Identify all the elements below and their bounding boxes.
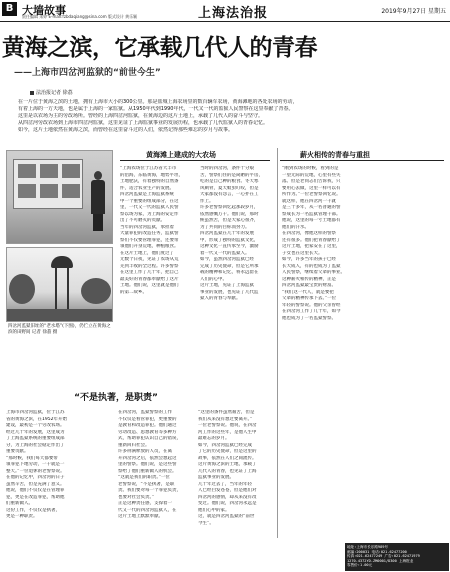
footer-info: 地址:上海市长乐路989号 邮编:200031 电话:021-62477200 传真:021-62477249 广告:021-62471979 1270-4372YD-ZM0001/D300 上海报业 零售价:1.00元 bbox=[345, 543, 449, 571]
quote-heading: “不是执著，是职责” bbox=[74, 393, 158, 403]
page-number: B bbox=[2, 2, 17, 16]
section-head-farm: 黄海滩上建成的大农场 bbox=[146, 151, 216, 159]
column-e: 在四岔河，监狱警察的工作 不仅仅是看管罪犯，更重要的 是教育和改造罪犯。他们通过 劳动改造、思想教育等多种方 式，帮助罪犯认识自己的错误， 重新回归社会。 许多刑满释放的人员，在离 开四岔河之后，依然会想起这 里的警察。他们说，是这些警 察给了他们重新做人的机会。 “这就是我们的职责。”一位 老警察说，“不是执著，是职 责。我们要对每一个罪犯负责， 也要对社会负责。” 正是这种责任感，支撑着一 代又一代的四岔河监狱人，在 这片土地上默默奉献。 bbox=[118, 410, 181, 519]
subhead: ——上海市四岔河监狱的“前世今生” bbox=[14, 68, 161, 78]
lead-line: 从四岔河劳改农场到上海市四岔河监狱，这里见证了上海监狱事业的发展历程，也承载了几代监狱人的青春记忆。 bbox=[18, 120, 269, 126]
column-b: 当时的四岔河，条件十分艰 苦，警察们住的是简陋的平房， 吃的是自己种的粮食。冬天寒 风刺骨，夏天蚊虫叮咬，但是 大家都没有怨言，一心扑在工 作上。 许多老警察回忆起那段岁月， 依然感慨万千。他们说，那时 候虽然苦，但是大家心很齐， 为了共同的目标而努力。 四岔河监狱在几十年的发展 中，形成了独特的监狱文化， 这种文化一直传承至今，激励 着一代又一代的监狱人。 如今，虽然四岔河监狱已经 完成了历史使命，但是它所承 载的精神和记忆，将永远留在 人们的心中。 这片土地，见证了上海监狱 事业的发展，也见证了几代监 狱人的青春与奉献。 bbox=[200, 166, 263, 301]
column-a: “上海农场位于江苏省大丰市 的沿海，东临黄海，地势平坦， 土地肥沃，有着独特的自然条 件，适合农业生产的发展。 四岔河监狱是上海监狱系统 中一个重要的组成部分，在这 里，一代又一代的监狱人民警 察以场为家，为上海的安定作 出了不可磨灭的贡献。 当年的四岔河监狱，承担着 大量罪犯的改造任务，监狱警 察们不仅要管理罪犯，还要带 领他们开垦荒地，种植粮食。 在这片土地上，他们度过了 无数个日夜，见证了农场从荒 芜到丰收的全过程。许多警察 在这里工作了几十年，把自己 最美好的青春都奉献给了这片 土地。他们说，这里就是他们 的第二故乡。 bbox=[120, 166, 183, 295]
column-f: “这里的条件虽然艰苦，但是 我们从来没有想过要离开。” 一位老警察说。他说，在四岔 河工作的这些年，是他人生中 最难忘的岁月。 如今，四岔河监狱已经完成 了它的历史使命，但是这里的 故事，依然在人们之间流传。 这片黄海之滨的土地，承载了 几代人的青春，也见证了上海 监狱事业的发展。 几十年过去了，当年的年轻 人已经白发苍苍，但是他们对 四岔河的感情，却从来没有改 变过。他们说，四岔河永远是 他们心中的家。 这，就是四岔河监狱的“前世 今生”。 bbox=[198, 410, 257, 526]
headline: 黄海之滨，它承载几代人的青春 bbox=[2, 35, 317, 61]
lead-line: 这里是以农场为主的劳改场所。曾经的上海四岔河监狱，在黄海边的这片土地上，承载了几代人的奋斗与坚守。 bbox=[18, 113, 264, 119]
exhibit-board bbox=[13, 159, 83, 209]
section-name: 大墙故事 bbox=[22, 4, 66, 17]
issue-date: 2019年9月27日 星期五 bbox=[381, 8, 446, 15]
lead-line: 在一片位于黄海之滨的土地，拥有上海市大小的300公里。那是盐城上海农场里的数百辆车农场，黄海滩地的各处农场的劳动， bbox=[18, 99, 298, 105]
paper-name: 上海法治报 bbox=[198, 6, 269, 21]
section-head-youth: 薪火相传的青春与重担 bbox=[300, 151, 370, 159]
masthead bbox=[0, 0, 450, 22]
lead-paragraph bbox=[8, 99, 443, 134]
officer-figure bbox=[91, 171, 105, 231]
photo-prison-exhibit bbox=[6, 150, 113, 244]
column-d: 上海市四岔河监狱，位于江苏 省的黄海之滨，在1952年开始 建设，最初是一个劳改农场。 经过几十年的发展，这里成为 了上海监狱系统的重要组成部 分，为上海的社会稳定作出了 重要贡献。 “那时候，我们每天都要带 领罪犯下地劳动，一干就是一 整天。”一位退休的老警察说。 在他的记忆中，四岔河的日子 虽然辛苦，但是充满了意义。 他说，他们不仅仅是在管理罪 犯，更是在改造罪犯，帮助他 们重新做人。 这份工作，不仅仅是执著， 更是一种职责。 bbox=[6, 410, 67, 519]
section-rule bbox=[280, 160, 444, 161]
lead-line: 如今，这片土地依然在黄海之滨，而曾经在这里奋斗过的人们，依然记得那些难忘的岁月与故事。 bbox=[18, 127, 234, 133]
column-divider bbox=[277, 148, 278, 538]
lead-line: 有着上海的一方天地，也是属于上海的一家监狱。从1950年代到1990年代，一代又一代的监狱人民警察在这里奉献了青春。 bbox=[18, 106, 294, 112]
photo-water-tower bbox=[6, 247, 113, 322]
water-tower-icon bbox=[51, 256, 73, 268]
quote-box bbox=[6, 390, 226, 403]
column-c: “刚到农场的时候，看到的是 一望无际的荒地，心里有些失 落。但是老同志们告诉我，只 要用心去做，这里一样可以有 所作为。”一位老警察回忆说。 就这样，他在四岔河一干就 是三十多年，从一名普通的警 察成长为一名监狱管理干部。 他说，这里的每一寸土地都有 他们的汗水。 在四岔河，像他这样的警察 还有很多。他们把青春献给了 这片土地，把家安在了这里， 子女也在这里长大。 如今，许多当年的孩子已经 长大成人，有的也成为了监狱 人民警察，继续着父辈的事业。 这种薪火相传的精神，正是 四岔河监狱最宝贵的财富。 “我们这一代人，就是要把 父辈的精神传承下去。”一位 年轻的警察说。他的父亲曾经 在四岔河工作了几十年，如今 他也成为了一名监狱警察。 bbox=[282, 166, 345, 321]
byline: 法治报记者 徐荔 bbox=[30, 89, 73, 96]
section-rule bbox=[120, 160, 270, 161]
square-icon bbox=[30, 91, 34, 95]
editor-line: 责任编辑 朱婷 E-mail:fzbdaqiang@sina.com 版式设计 黄乐颖 bbox=[22, 14, 138, 19]
photo-caption: 四岔河监狱旧址的“老水塔”(下图)，仍伫立在黄海之滨的田野间 记者 徐荔 摄 bbox=[8, 324, 111, 335]
